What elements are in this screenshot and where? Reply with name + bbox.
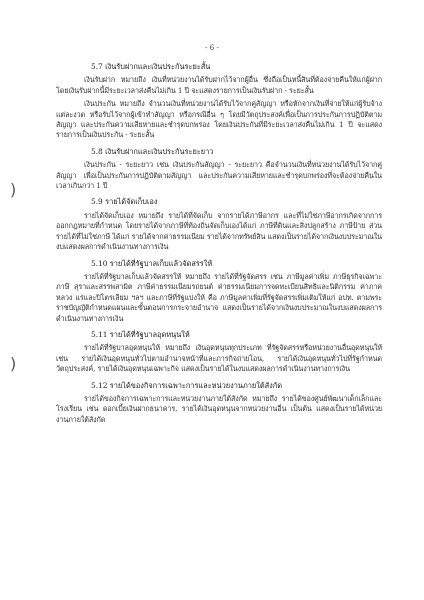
binding-mark: )	[10, 180, 17, 199]
binding-mark: )	[10, 354, 17, 373]
section-heading: 5.9 รายได้จัดเก็บเอง	[91, 197, 158, 207]
section-paragraph: เงินรับฝาก หมายถึง เงินที่หน่วยงานได้รับฝากไว้จากผู้อื่น ซึ่งถือเป็นหนี้สินที่ต้องจ่ายคืนให้แก่ผู้ฝาก โดยเงินรับฝากนี้มีระยะเวลาส่งคืนไม่เกิน 1 ปี จะแสดงรายการเป็นเงินรับฝาก - ระยะสั้น	[56, 75, 382, 95]
section-5-11	[56, 330, 382, 375]
section-5-10	[56, 259, 382, 324]
section-heading: 5.11 รายได้ที่รัฐบาลอุดหนุนให้	[91, 329, 190, 339]
section-paragraph: เงินประกัน - ระยะยาว เช่น เงินประกันสัญญา - ระยะยาว คือจำนวนเงินที่หน่วยงานได้รับไว้จากคู่สัญญา เพื่อเป็นประกันการปฏิบัติตามสัญญา และประกันความเสียหายและชำรุดบกพร่องที่จะต้องจ่ายคืนในเวลาเกินกว่า 1 ปี	[56, 160, 382, 191]
section-paragraph: รายได้จัดเก็บเอง หมายถึง รายได้ที่จัดเก็บ จากรายได้ภาษีอากร และที่ไม่ใช่ภาษีอากรเกิดจากการออกกฎหมายที่กำหนด โดยรายได้จากภาษีที่ท้องถิ่นจัดเก็บเองได้แก่ ภาษีที่ดินและสิ่งปลูกสร้าง ภาษีป้าย ส่วนรายได้ที่ไม่ใช่ภาษี ได้แก่ รายได้จากค่าธรรมเนียม รายได้จากทรัพย์สิน แสดงเป็นรายได้จากเงินงบประมาณในงบแสดงผลการดำเนินงานทางการเงิน	[56, 210, 382, 252]
document-body	[56, 62, 382, 431]
section-heading: 5.8 เงินรับฝากและเงินประกันระยะยาว	[91, 146, 214, 156]
section-5-12	[56, 381, 382, 426]
section-heading: 5.12 รายได้ของกิจการเฉพาะการและหน่วยงานภายใต้สังกัด	[91, 380, 283, 390]
section-heading: 5.10 รายได้ที่รัฐบาลเก็บแล้วจัดสรรให้	[91, 258, 213, 268]
section-paragraph: เงินประกัน หมายถึง จำนวนเงินที่หน่วยงานได้รับไว้จากคู่สัญญา หรือหักจากเงินที่จ่ายให้แก่ผู้รับจ้างแต่ละงวด หรือรับไว้จากผู้เข้าทำสัญญา หรือกรณีอื่น ๆ โดยมีวัตถุประสงค์เพื่อเป็นการประกันการปฏิบัติตามสัญญา และประกันความเสียหายและชำรุดบกพร่อง โดยเงินประกันที่มีระยะเวลาส่งคืนไม่เกิน 1 ปี จะแสดงรายการเป็นเงินประกัน - ระยะสั้น	[56, 99, 382, 140]
page-number: - 6 -	[205, 44, 219, 52]
section-5-8	[56, 147, 382, 192]
section-heading: 5.7 เงินรับฝากและเงินประกันระยะสั้น	[91, 62, 211, 71]
section-paragraph: รายได้ของกิจการเฉพาะการและหน่วยงานภายใต้สังกัด หมายถึง รายได้ของศูนย์พัฒนาเด็กเล็กและโรงเรียน เช่น ดอกเบี้ยเงินฝากธนาคาร, รายได้เงินอุดหนุนจากหน่วยงานอื่น เป็นต้น แสดงเป็นรายได้หน่วยงานภายใต้สังกัด	[56, 393, 382, 424]
section-5-7	[56, 62, 382, 141]
section-paragraph: รายได้ที่รัฐบาลเก็บแล้วจัดสรรให้ หมายถึง รายได้ที่รัฐจัดสรร เช่น ภาษีมูลค่าเพิ่ม ภาษีธุรกิจเฉพาะ ภาษี สุราและสรรพสามิต ภาษีค่าธรรมเนียมรถยนต์ ค่าธรรมเนียมการจดทะเบียนสิทธิและนิติกรรม ค่าภาคหลวง แร่และปิโตรเลียม ฯลฯ และภาษีที่รัฐแบ่งให้ คือ ภาษีมูลค่าเพิ่มที่รัฐจัดสรรเพิ่มเติมให้แก่ อปท. ตามพระราชบัญญัติกำหนดแผนและขั้นตอนการกระจายอำนาจ แสดงเป็นรายได้จากเงินงบประมาณในงบแสดงผลการดำเนินงานทางการเงิน	[56, 271, 382, 323]
section-5-9	[56, 197, 382, 252]
section-paragraph: รายได้ที่รัฐบาลอุดหนุนให้ หมายถึง เงินอุดหนุนทุกประเภท ที่รัฐจัดสรรหรือหน่วยงานอื่นอุดหนุนให้ เช่น รายได้เงินอุดหนุนทั่วไปตามอำนาจหน้าที่และภารกิจถ่ายโอน, รายได้เงินอุดหนุนทั่วไปที่รัฐกำหนดวัตถุประสงค์, รายได้เงินอุดหนุนเฉพาะกิจ แสดงเป็นรายได้ในงบแสดงผลการดำเนินงานทางการเงิน	[56, 343, 382, 374]
